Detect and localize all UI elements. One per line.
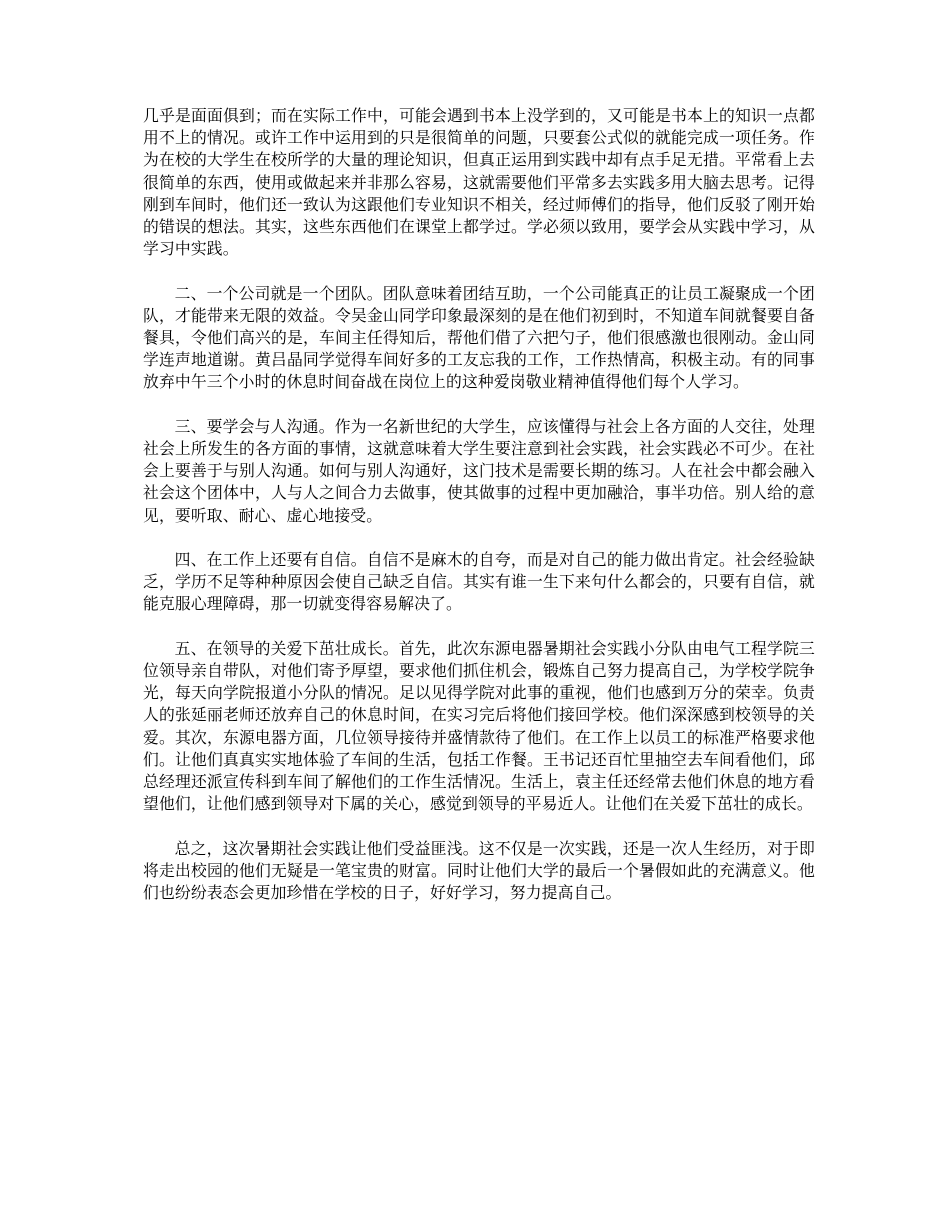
paragraph-confidence: 四、在工作上还要有自信。自信不是麻木的自夸，而是对自己的能力做出肯定。社会经验缺乏，学历不足等种种原因会使自己缺乏自信。其实有谁一生下来句什么都会的，只要有自信，就能克服心理障碍，那一切就变得容易解决了。 <box>143 550 815 614</box>
paragraph-teamwork: 二、一个公司就是一个团队。团队意味着团结互助，一个公司能真正的让员工凝聚成一个团队，才能带来无限的效益。令吴金山同学印象最深刻的是在他们初到时，不知道车间就餐要自备餐具，令他们高兴的是，车间主任得知后，帮他们借了六把勺子，他们很感激也很刚动。金山同学连声地道谢。黄吕晶同学觉得车间好多的工友忘我的工作，工作热情高，积极主动。有的同事放弃中午三个小时的休息时间奋战在岗位上的这种爱岗敬业精神值得他们每个人学习。 <box>143 283 815 392</box>
paragraph-conclusion: 总之，这次暑期社会实践让他们受益匪浅。这不仅是一次实践，还是一次人生经历，对于即将走出校园的他们无疑是一笔宝贵的财富。同时让他们大学的最后一个暑假如此的充满意义。他们也纷纷表态会更加珍惜在学校的日子，好好学习，努力提高自己。 <box>143 838 815 903</box>
document-page <box>143 105 815 926</box>
paragraph-continuation: 几乎是面面俱到；而在实际工作中，可能会遇到书本上没学到的，又可能是书本上的知识一点都用不上的情况。或许工作中运用到的只是很简单的问题，只要套公式似的就能完成一项任务。作为在校的大学生在校所学的大量的理论知识，但真正运用到实践中却有点手足无措。平常看上去很简单的东西，使用或做起来并非那么容易，这就需要他们平常多去实践多用大脑去思考。记得刚到车间时，他们还一致认为这跟他们专业知识不相关，经过师傅们的指导，他们反驳了刚开始的错误的想法。其实，这些东西他们在课堂上都学过。学必须以致用，要学会从实践中学习，从学习中实践。 <box>143 106 815 259</box>
paragraph-communication: 三、要学会与人沟通。作为一名新世纪的大学生，应该懂得与社会上各方面的人交往，处理社会上所发生的各方面的事情，这就意味着大学生要注意到社会实践，社会实践必不可少。在社会上要善于与别人沟通。如何与别人沟通好，这门技术是需要长期的练习。人在社会中都会融入社会这个团体中，人与人之间合力去做事，使其做事的过程中更加融洽，事半功倍。别人给的意见，要听取、耐心、虚心地接受。 <box>143 416 815 525</box>
paragraph-leadership-care: 五、在领导的关爱下茁壮成长。首先，此次东源电器暑期社会实践小分队由电气工程学院三位领导亲自带队，对他们寄予厚望，要求他们抓住机会，锻炼自己努力提高自己，为学校学院争光，每天向学院报道小分队的情况。足以见得学院对此事的重视，他们也感到万分的荣幸。负责人的张延丽老师还放弃自己的休息时间，在实习完后将他们接回学校。他们深深感到校领导的关爱。其次，东源电器方面，几位领导接待并盛情款待了他们。在工作上以员工的标准严格要求他们。让他们真真实实地体验了车间的生活，包括工作餐。王书记还百忙里抽空去车间看他们，邱总经理还派宣传科到车间了解他们的工作生活情况。生活上，袁主任还经常去他们休息的地方看望他们，让他们感到领导对下属的关心，感觉到领导的平易近人。让他们在关爱下茁壮的成长。 <box>143 638 815 814</box>
